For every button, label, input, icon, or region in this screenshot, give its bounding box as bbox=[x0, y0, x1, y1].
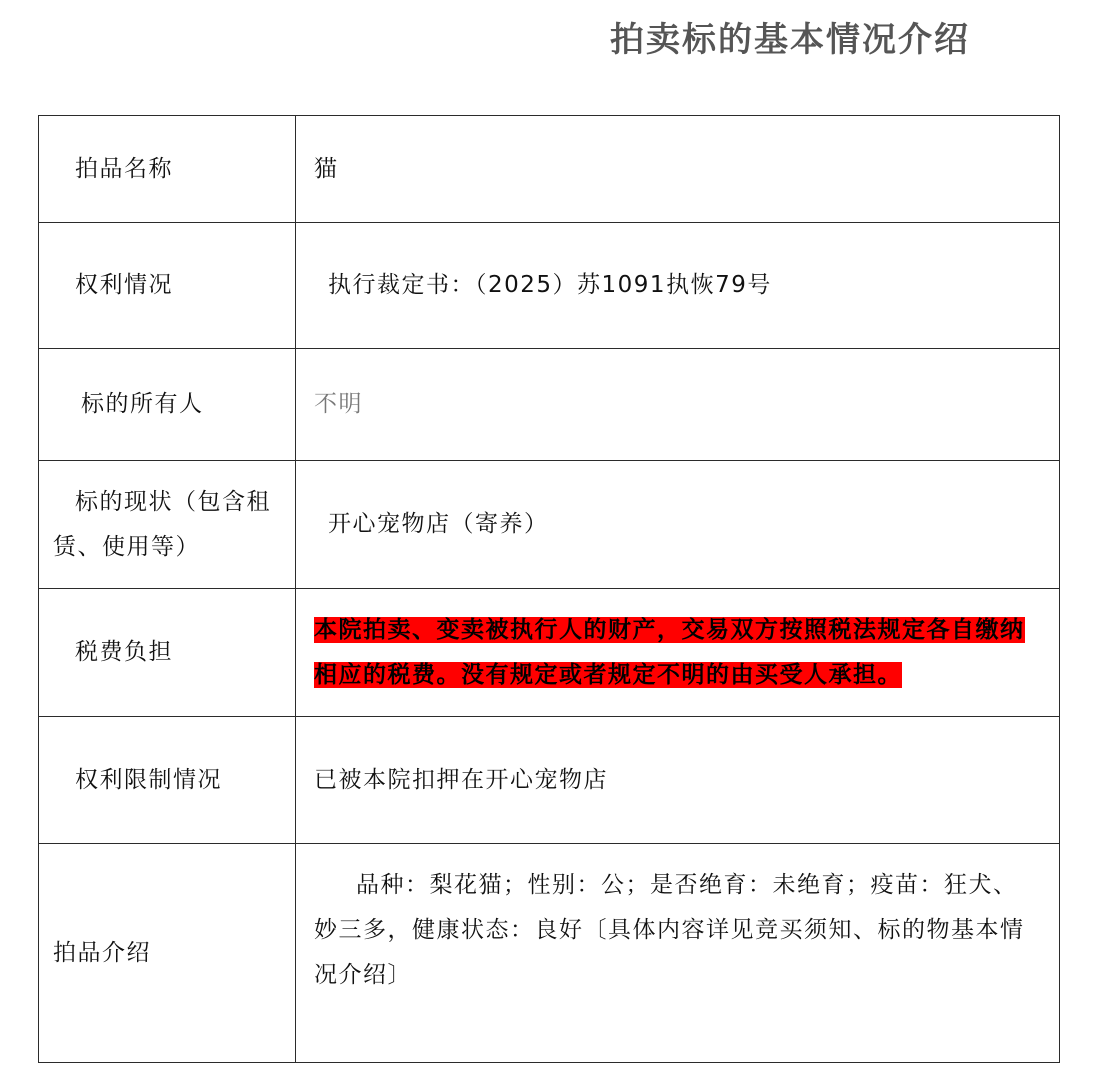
table-row-tax-burden bbox=[39, 589, 1060, 717]
table-row-current-status bbox=[39, 461, 1060, 589]
current-status-value-cell bbox=[296, 461, 1060, 589]
item-name-label: 拍品名称 bbox=[75, 155, 173, 182]
item-intro-label: 拍品介绍 bbox=[53, 939, 151, 966]
table-row-item-intro bbox=[39, 844, 1060, 1063]
owner-label: 标的所有人 bbox=[81, 391, 204, 417]
rights-label-cell bbox=[39, 223, 296, 349]
current-status-label: 标的现状（包含租赁、使用等） bbox=[53, 488, 271, 560]
rights-restriction-label-cell bbox=[39, 717, 296, 844]
tax-burden-label: 税费负担 bbox=[75, 639, 173, 665]
table-row-rights bbox=[39, 223, 1060, 349]
owner-value-cell bbox=[296, 349, 1060, 461]
tax-burden-label-cell bbox=[39, 589, 296, 717]
rights-value-cell bbox=[296, 223, 1060, 349]
tax-burden-value-cell bbox=[296, 589, 1060, 717]
item-name-value-cell bbox=[296, 116, 1060, 223]
owner-label-cell bbox=[39, 349, 296, 461]
rights-restriction-value: 已被本院扣押在开心宠物店 bbox=[314, 766, 608, 793]
current-status-label-cell bbox=[39, 461, 296, 589]
table-row-owner bbox=[39, 349, 1060, 461]
current-status-value: 开心宠物店（寄养） bbox=[328, 511, 549, 537]
item-intro-value: 品种：梨花猫；性别：公；是否绝育：未绝育；疫苗：狂犬、妙三多，健康状态：良好〔具体内容详见竞买须知、标的物基本情况介绍〕 bbox=[314, 872, 1025, 988]
rights-value: 执行裁定书：（2025）苏1091执恢79号 bbox=[328, 272, 772, 298]
rights-restriction-label: 权利限制情况 bbox=[75, 766, 222, 793]
item-name-value: 猫 bbox=[314, 155, 339, 182]
rights-restriction-value-cell bbox=[296, 717, 1060, 844]
item-intro-label-cell bbox=[39, 844, 296, 1063]
table-row-rights-restriction bbox=[39, 717, 1060, 844]
tax-burden-highlighted-text: 本院拍卖、变卖被执行人的财产，交易双方按照税法规定各自缴纳相应的税费。没有规定或者规定不明的由买受人承担。 bbox=[314, 616, 1025, 688]
table-row-item-name bbox=[39, 116, 1060, 223]
owner-value: 不明 bbox=[314, 391, 363, 417]
auction-info-table bbox=[38, 115, 1060, 1063]
item-intro-value-cell bbox=[296, 844, 1060, 1063]
item-name-label-cell bbox=[39, 116, 296, 223]
rights-label: 权利情况 bbox=[75, 272, 173, 298]
page-title: 拍卖标的基本情况介绍 bbox=[610, 20, 970, 60]
